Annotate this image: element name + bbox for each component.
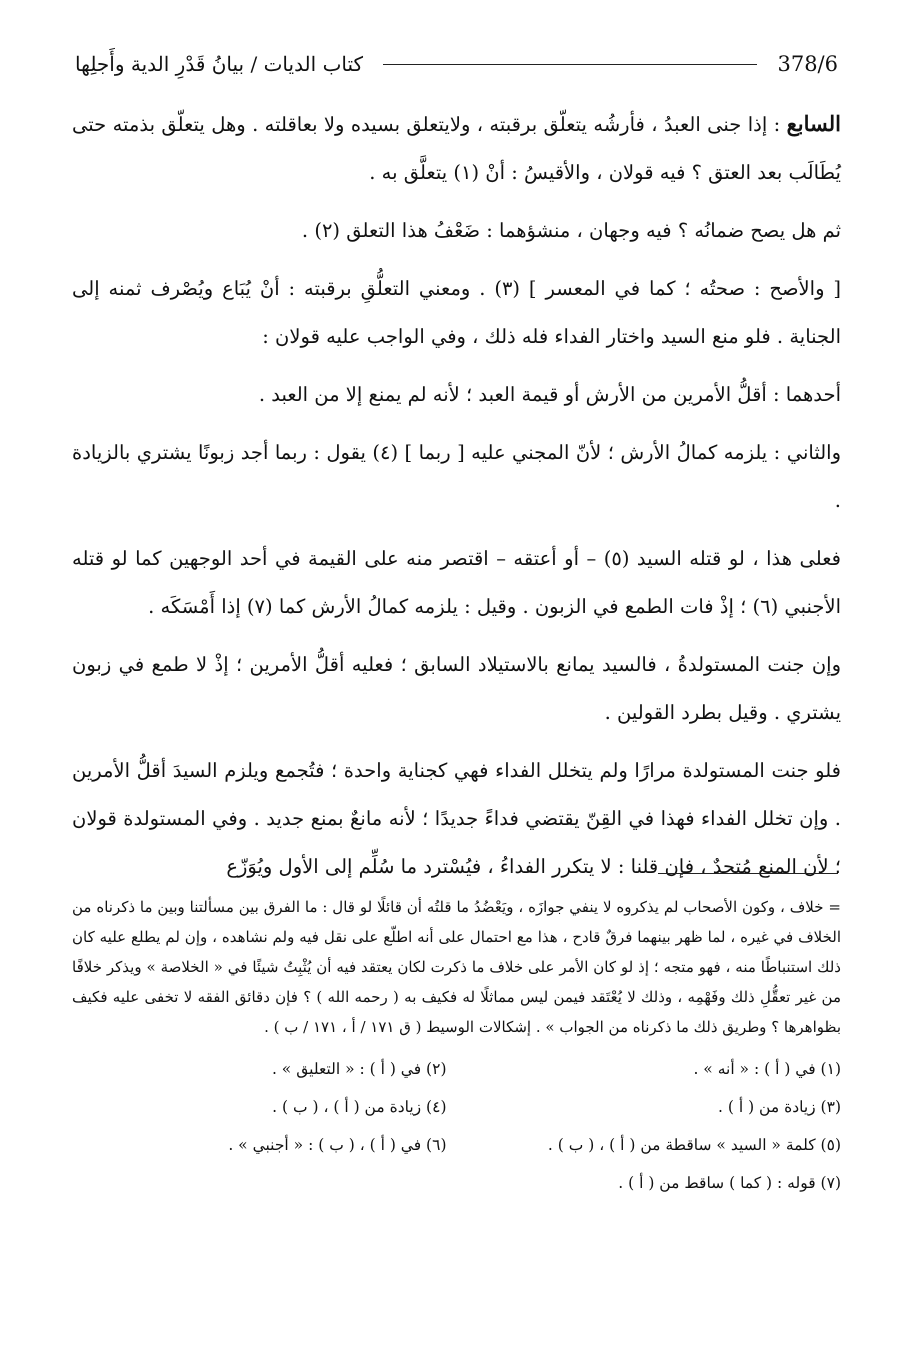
footnote-separator xyxy=(658,873,838,874)
footnote: (٦) في ( أ ) ، ( ب ) : « أجنبي » . xyxy=(228,1136,447,1154)
header-rule xyxy=(383,64,757,65)
page-number: 378/6 xyxy=(777,52,838,76)
paragraph: وإن جنت المستولدةُ ، فالسيد يمانع بالاستيلاد السابق ؛ فعليه أقلُّ الأمرين ؛ إذْ لا طمع في زبون يشتري . وقيل بطرد القولين . xyxy=(72,653,841,724)
footnote: (٣) زيادة من ( أ ) . xyxy=(718,1098,841,1116)
paragraph: فلو جنت المستولدة مرارًا ولم يتخلل الفداء فهي كجناية واحدة ؛ فتُجمع ويلزم السيدَ أقلُّ الأمرين . وإن تخلل الفداء فهذا في القِنّ يقتضي فداءً جديدًا ؛ لأنه مانعٌ بمنع جديد . وفي المستولدة قولان ؛ لأن المنع مُتحدٌ ، فإن قلنا : لا يتكرر الفداءُ ، فيُسْترد ما سُلِّم إلى الأول ويُوَزّع xyxy=(72,759,841,878)
footnote-list xyxy=(72,1050,841,1202)
footnote: (٧) قوله : ( كما ) ساقط من ( أ ) . xyxy=(618,1174,841,1192)
paragraph: السابع : إذا جنى العبدُ ، فأرشُه يتعلّق برقبته ، ولايتعلق بسيده ولا بعاقلته . وهل يتعلّق بذمته حتى يُطَالَب بعد العتق ؟ فيه قولان ، والأقيسُ : أنْ (١) يتعلَّق به . xyxy=(72,111,841,184)
footnotes xyxy=(72,892,841,1202)
paragraph: أحدهما : أقلُّ الأمرين من الأرش أو قيمة العبد ؛ لأنه لم يمنع إلا من العبد . xyxy=(258,383,841,406)
paragraph: والثاني : يلزمه كمالُ الأرش ؛ لأنّ المجني عليه [ ربما ] (٤) يقول : ربما أجد زبونًا يشتري بالزيادة . xyxy=(72,441,841,512)
footnote: (٥) كلمة « السيد » ساقطة من ( أ ) ، ( ب ) . xyxy=(547,1136,841,1154)
running-header xyxy=(75,44,838,84)
paragraph: [ والأصح : صحتُه ؛ كما في المعسر ] (٣) . ومعني التعلُّقِ برقبته : أنْ يُبَاع ويُصْرف ثمنه إلى الجناية . فلو منع السيد واختار الفداء فله ذلك ، وفي الواجب عليه قولان : xyxy=(72,277,842,348)
paragraph: فعلى هذا ، لو قتله السيد (٥) – أو أعتقه – اقتصر منه على القيمة في أحد الوجهين كما لو قتله الأجنبي (٦) ؛ إذْ فات الطمع في الزبون . وقيل : يلزمه كمالُ الأرش كما (٧) إذا أَمْسَكَه . xyxy=(72,547,841,618)
footnote-continuation: = خلاف ، وكون الأصحاب لم يذكروه لا ينفي جوازَه ، ويَعْضُدُ ما قلتُه أن قائلًا لو قال : ما الفرق بين مسألتنا وبين ما ذكرناه من الخلاف في غيره ، لما ظهر بينهما فرقٌ قادح ، هذا مع احتمال على أنه اطلّع على نقل فيه ولم نشاهده ، وإن لم يطلع عليه كان ذلك استنباطًا منه ، فهو متجه ؛ إذ لو كان الأمر على خلاف ما ذكرت لكان يعتقد فيه أن يُثْبِتُ شيئًا في « الخلاصة » ويذكر خلافًا من غير تعقُّلِ ذلك وفَهْمِه ، وذلك لا يُعْتَقد فيمن ليس مماثلًا له فكيف به ( رحمه الله ) ؟ فإن دقائق الفقه لا تخفى عليه فكيف بظواهرها ؟ وطريق ذلك ما ذكرناه من الجواب » . إشكالات الوسيط ( ق ١٧١ / أ ، ١٧١ / ب ) . xyxy=(72,898,841,1036)
footnote: (٢) في ( أ ) : « التعليق » . xyxy=(271,1060,447,1078)
footnote: (١) في ( أ ) : « أنه » . xyxy=(693,1060,841,1078)
lead-word: السابع xyxy=(786,111,841,136)
paragraph: ثم هل يصح ضمانُه ؟ فيه وجهان ، منشؤهما : ضَعْفُ هذا التعلق (٢) . xyxy=(301,219,841,242)
chapter-title: كتاب الديات / بيانُ قَدْرِ الدية وأَجلِها xyxy=(75,52,364,76)
footnote: (٤) زيادة من ( أ ) ، ( ب ) . xyxy=(272,1098,447,1116)
main-text xyxy=(72,100,841,901)
